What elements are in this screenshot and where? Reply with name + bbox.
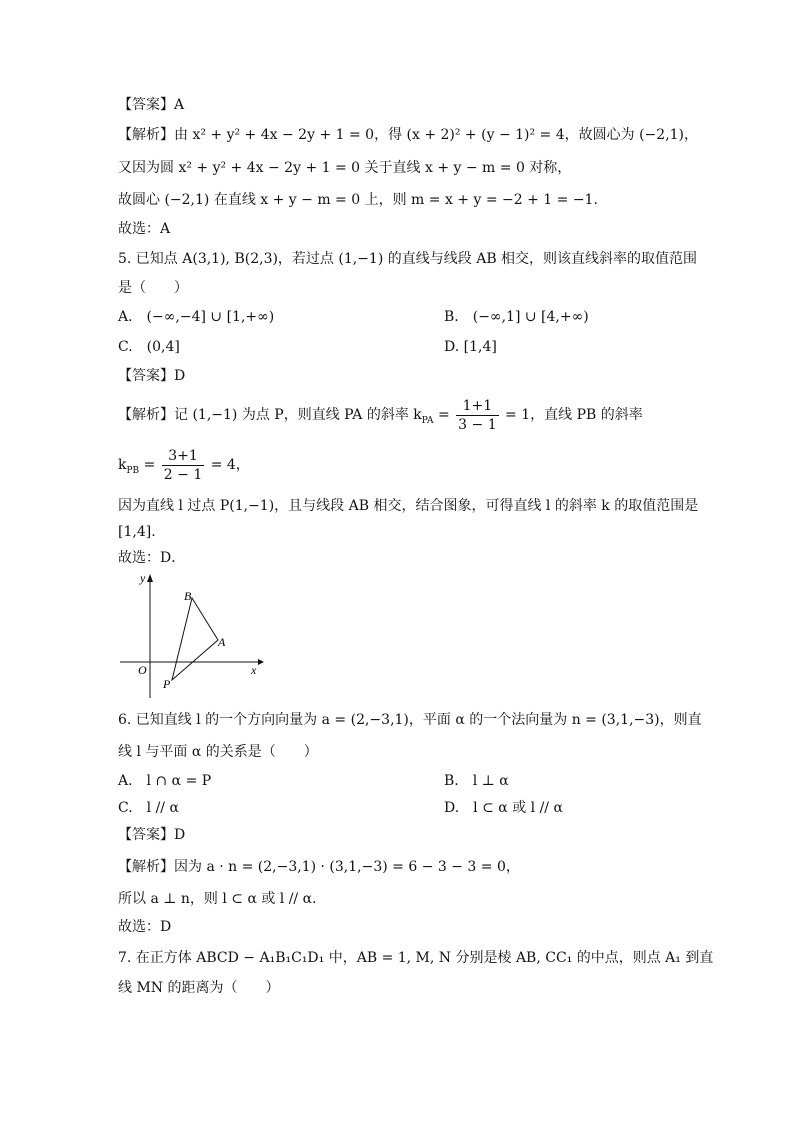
q4-analysis-line-1: 【解析】由 x² + y² + 4x − 2y + 1 = 0，得 (x + 2)² + (y − 1)² = 4，故圆心为 (−2,1)， <box>118 127 699 143</box>
q6-stem-line-1: 6. 已知直线 l 的一个方向向量为 a = (2,−3,1)，平面 α 的一个法向量为 n = (3,1,−3)，则直 <box>118 712 702 728</box>
q7-stem-line-2: 线 MN 的距离为（ ） <box>118 980 280 996</box>
y-axis-label: y <box>140 571 146 585</box>
y-axis-arrow <box>147 574 153 582</box>
q6-answer: 【答案】D <box>118 827 186 843</box>
point-p-label: P <box>163 677 171 691</box>
q5-analysis-1-post: = 1，直线 PB 的斜率 <box>500 407 643 423</box>
q6-option-c: C. l // α <box>118 800 179 816</box>
q5-option-c: C. (0,4] <box>118 339 180 355</box>
q5-analysis-2-sub: PB <box>126 465 140 476</box>
q5-analysis-1-eq: = <box>433 407 455 423</box>
q5-analysis-line-4: [1,4]. <box>118 524 156 540</box>
q6-select: 故选：D <box>118 919 172 935</box>
q5-analysis-2-eq: = <box>139 457 160 473</box>
point-a-label: A <box>218 635 226 649</box>
q6-analysis-line-1: 【解析】因为 a · n = (2,−3,1) · (3,1,−3) = 6 − 3 − 3 = 0， <box>118 859 520 875</box>
q4-analysis-line-2: 又因为圆 x² + y² + 4x − 2y + 1 = 0 关于直线 x + y − m = 0 对称， <box>118 160 572 176</box>
q5-option-d: D. [1,4] <box>444 339 497 355</box>
q6-option-d: D. l ⊂ α 或 l // α <box>444 800 563 816</box>
q4-answer: 【答案】A <box>118 97 185 113</box>
point-b-label: B <box>184 589 192 603</box>
q5-option-b: B. (−∞,1] ∪ [4,+∞) <box>444 309 589 325</box>
q5-select: 故选：D． <box>118 550 186 566</box>
q4-select: 故选：A <box>118 221 171 237</box>
q7-stem-line-1: 7. 在正方体 ABCD − A₁B₁C₁D₁ 中，AB = 1, M, N 分别是棱 AB, CC₁ 的中点，则点 A₁ 到直 <box>118 950 714 966</box>
q5-stem-line-1: 5. 已知点 A(3,1), B(2,3)，若过点 (1,−1) 的直线与线段 AB 相交，则该直线斜率的取值范围 <box>118 251 698 267</box>
x-axis-label: x <box>251 663 257 677</box>
slope-pa-denominator: 3 − 1 <box>458 416 497 433</box>
q5-analysis-line-3: 因为直线 l 过点 P(1,−1)，且与线段 AB 相交，结合图象，可得直线 l 的斜率 k 的取值范围是 <box>118 498 699 514</box>
slope-pa-fraction <box>456 397 498 434</box>
q5-analysis-2-pre: k <box>118 457 127 473</box>
q5-analysis-1-sub: PA <box>421 415 434 426</box>
q5-analysis-line-1 <box>118 396 643 440</box>
q6-option-b: B. l ⊥ α <box>444 773 509 789</box>
q6-analysis-line-2: 所以 a ⊥ n，则 l ⊂ α 或 l // α. <box>118 891 317 907</box>
slope-pa-numerator: 1+1 <box>456 397 498 416</box>
coordinate-figure <box>118 570 268 700</box>
slope-pb-fraction <box>162 447 204 484</box>
q6-stem-line-2: 线 l 与平面 α 的关系是（ ） <box>118 744 318 760</box>
q5-stem-line-2: 是（ ） <box>118 280 188 296</box>
x-axis-arrow <box>258 659 264 665</box>
slope-pb-denominator: 2 − 1 <box>163 466 203 483</box>
q4-analysis-line-3: 故圆心 (−2,1) 在直线 x + y − m = 0 上，则 m = x + y = −2 + 1 = −1. <box>118 192 598 208</box>
q5-answer: 【答案】D <box>118 368 186 384</box>
q6-option-a: A. l ∩ α = P <box>118 773 212 789</box>
q5-option-a: A. (−∞,−4] ∪ [1,+∞) <box>118 309 275 325</box>
origin-label: O <box>138 663 147 677</box>
triangle-pab <box>172 598 218 680</box>
slope-pb-numerator: 3+1 <box>162 447 204 466</box>
q5-analysis-2-post: = 4， <box>206 457 250 473</box>
q5-analysis-1-pre: 【解析】记 (1,−1) 为点 P，则直线 PA 的斜率 k <box>118 407 422 423</box>
q5-analysis-line-2 <box>118 446 250 490</box>
